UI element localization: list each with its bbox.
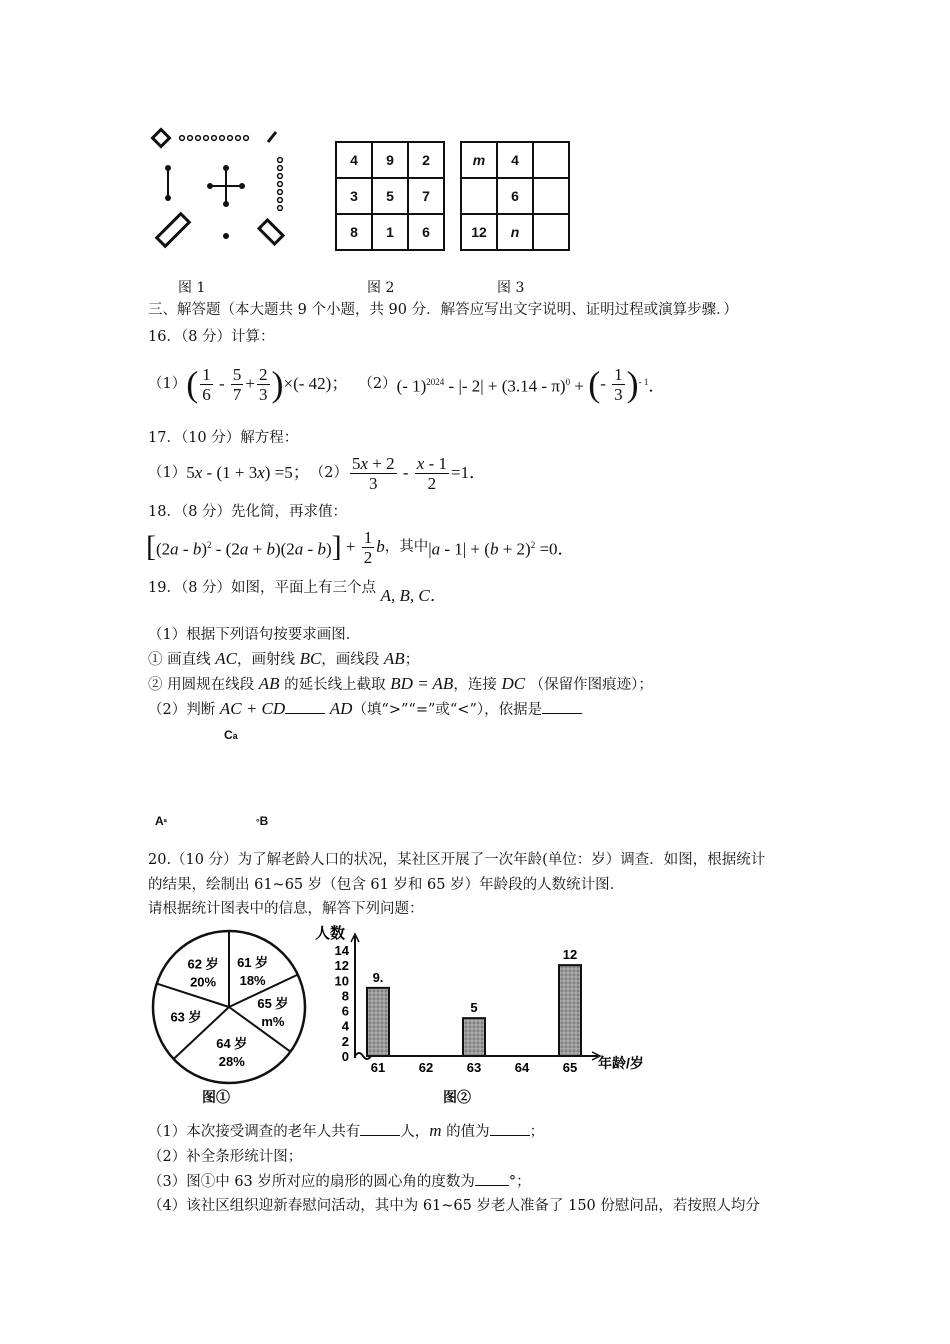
y-tick-label: 12: [334, 958, 349, 974]
q20-line-1: 20.（10 分）为了解老龄人口的状况，某社区开展了一次年龄(单位：岁）调查．如图，根据统计: [148, 852, 766, 868]
x-tick-label: 65: [562, 1060, 578, 1075]
point-c-label: Ca: [224, 728, 238, 742]
q19-line-3: ② 用圆规在线段 AB 的延长线上截取 BD = AB，连接 DC （保留作图痕迹）；: [148, 674, 653, 693]
bar-63: [463, 1018, 485, 1056]
answer-blank: [542, 699, 582, 714]
answer-blank: [490, 1121, 530, 1136]
grid2-cell: 7: [408, 178, 444, 214]
pie-slice-value: 28%: [218, 1053, 245, 1069]
figure-1-drawing: [148, 126, 298, 254]
q16-expressions: （1） ( $\frac{1}{6}$ - $\frac{5}{7}$ + $\frac{2}{3}$ ) ×(- 42)； （2） (- 1)$^{2024}$ - |- 2| + (3.14 - π)$^0$ + ( - $\frac{1}{3}$ ) $^{- 1}$．: [148, 364, 666, 404]
x-tick-label: 62: [418, 1060, 434, 1075]
q17-title: 17．（10 分）解方程：: [148, 430, 299, 446]
grid2-cell: 4: [336, 142, 372, 178]
pie-chart-caption: 图①: [202, 1089, 230, 1105]
x-tick-label: 63: [466, 1060, 482, 1075]
pie-chart: [148, 926, 310, 1088]
y-axis-label: 人数: [315, 925, 346, 942]
grid3-cell: 6: [497, 178, 533, 214]
pie-slice-label: 62 岁: [187, 956, 219, 972]
grid3-cell: 4: [497, 142, 533, 178]
bar-chart: [305, 922, 644, 1080]
y-tick-label: 10: [334, 973, 349, 989]
q16-title: 16．（8 分）计算：: [148, 329, 275, 345]
grid2-cell: 2: [408, 142, 444, 178]
answer-blank: [475, 1171, 509, 1186]
bar-61: [367, 988, 389, 1056]
q19-title-line: [148, 577, 447, 605]
pie-slice-value: m%: [261, 1014, 285, 1030]
q19-line-4: （2）判断 AC + CD AD（填“>”“=”或“<”），依据是: [148, 699, 582, 720]
point-b-label: °B: [256, 814, 269, 828]
bar-data-label: 12: [562, 947, 578, 963]
q20-line-3: 请根据统计图表中的信息，解答下列问题：: [148, 901, 424, 917]
grid3-cell: [461, 178, 497, 214]
grid2-cell: 3: [336, 178, 372, 214]
q20-line-2: 的结果，绘制出 61~65 岁（包含 61 岁和 65 岁）年龄段的人数统计图．: [148, 877, 625, 893]
grid2-cell: 9: [372, 142, 408, 178]
figure-2-caption: 图 2: [367, 280, 395, 296]
grid3-cell: n: [497, 214, 533, 250]
pie-slice-label: 63 岁: [170, 1009, 202, 1025]
q18-expression: [ (2a - b)$^2$ - (2a + b)(2a - b) ] + $\frac{1}{2}$ b ，其中 $|a - 1| + (b + 2)^2 =0$．: [146, 527, 575, 567]
answer-blank: [285, 699, 325, 714]
q16-part2-label: （2）: [358, 376, 397, 392]
q20-sub-3: （3）图①中 63 岁所对应的扇形的圆心角的度数为 °；: [148, 1171, 531, 1192]
bar-data-label: 9.: [372, 969, 384, 985]
q19-title: 19．（8 分）如图，平面上有三个点: [148, 580, 377, 596]
y-tick-label: 4: [341, 1018, 349, 1034]
grid3-cell: [533, 214, 569, 250]
pie-slice-value: 18%: [239, 972, 266, 988]
point-a-label: Aª: [155, 814, 168, 828]
q20-sub-2: （2）补全条形统计图；: [148, 1149, 303, 1165]
y-tick-label: 6: [341, 1003, 349, 1019]
bar-data-label: 5: [470, 1000, 478, 1016]
x-tick-label: 61: [370, 1060, 386, 1075]
grid3-cell: 12: [461, 214, 497, 250]
pie-slice-label: 61 岁: [237, 954, 269, 970]
figure-1-caption: 图 1: [178, 280, 206, 296]
q20-sub-4: （4）该社区组织迎新春慰问活动，其中为 61~65 岁老人准备了 150 份慰问品，若按照人均分: [148, 1198, 760, 1214]
grid3-cell: [533, 142, 569, 178]
bar-chart-caption: 图②: [443, 1089, 471, 1105]
q18-title: 18．（8 分）先化简，再求值：: [148, 504, 348, 520]
y-tick-label: 0: [341, 1049, 349, 1064]
pie-slice-value: 20%: [190, 974, 217, 990]
answer-blank: [360, 1121, 400, 1136]
grid2-cell: 6: [408, 214, 444, 250]
bar-65: [559, 965, 581, 1056]
q16-part1-label: （1）: [148, 376, 187, 392]
x-tick-label: 64: [514, 1060, 530, 1075]
y-tick-label: 14: [334, 943, 349, 958]
x-axis-label: 年龄/岁: [598, 1055, 644, 1071]
y-tick-label: 8: [341, 988, 349, 1004]
pie-slice-label: 65 岁: [257, 996, 289, 1012]
y-tick-label: 2: [341, 1033, 349, 1049]
q17-equations: （1） 5x - (1 + 3x) =5； （2） $\frac{5x + 2}{3}$ - $\frac{x - 1}{2}$ =1．: [148, 453, 487, 493]
q19-line-2: ① 画直线 AC，画射线 BC，画线段 AB；: [148, 649, 420, 668]
grid2-cell: 8: [336, 214, 372, 250]
figure-2-magic-square: [335, 141, 445, 251]
figure-3-square: [460, 141, 570, 251]
q19-line-1: （1）根据下列语句按要求画图．: [148, 627, 361, 643]
grid2-cell: 5: [372, 178, 408, 214]
pie-slice-label: 64 岁: [216, 1035, 248, 1051]
figure-3-caption: 图 3: [497, 280, 525, 296]
section-3-heading: 三、解答题（本大题共 9 个小题，共 90 分．解答应写出文字说明、证明过程或演算步骤．）: [148, 302, 738, 318]
grid2-cell: 1: [372, 214, 408, 250]
q20-sub-1: （1）本次接受调查的老年人共有 人，m 的值为 ；: [148, 1121, 545, 1140]
grid3-cell: [533, 178, 569, 214]
grid3-cell: m: [461, 142, 497, 178]
q19-points: A, B, C．: [380, 586, 447, 605]
